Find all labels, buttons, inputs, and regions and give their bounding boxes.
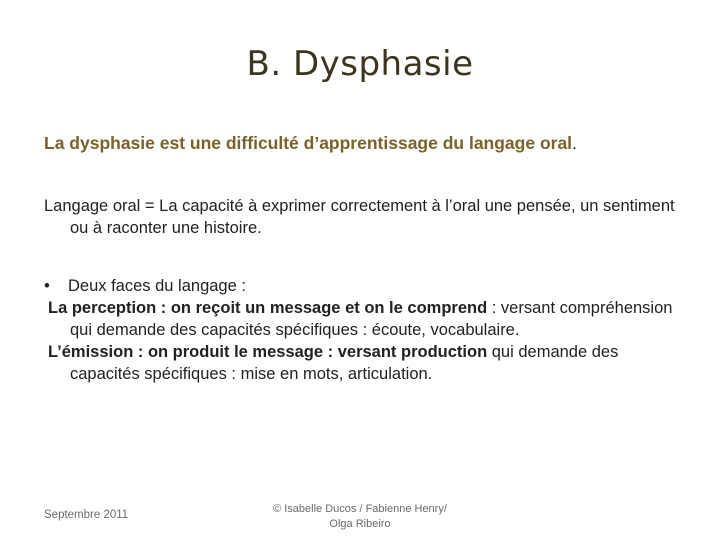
intro-sentence bbox=[44, 133, 704, 154]
emission-paragraph bbox=[44, 341, 684, 385]
perception-rest: : versant compréhension qui demande des capacités spécifiques : écoute, vocabulaire. bbox=[70, 299, 673, 339]
footer-date: Septembre 2011 bbox=[44, 509, 129, 521]
definition-block bbox=[44, 195, 684, 239]
faces-heading: Deux faces du langage : bbox=[68, 277, 246, 295]
intro-text: La dysphasie est une difficulté d’apprentissage du langage oral bbox=[44, 133, 573, 153]
perception-bold: La perception : on reçoit un message et on le comprend bbox=[48, 299, 488, 317]
intro-period: . bbox=[572, 133, 577, 153]
emission-rest: qui demande des capacités spécifiques : mise en mots, articulation. bbox=[70, 343, 619, 383]
slide-title: B. Dysphasie bbox=[246, 44, 474, 84]
bullet-icon: • bbox=[44, 277, 50, 295]
definition-text: Langage oral = La capacité à exprimer correctement à l’oral une pensée, un sentiment ou à raconter une histoire. bbox=[44, 197, 675, 237]
perception-paragraph bbox=[44, 297, 684, 341]
language-faces-block bbox=[44, 275, 684, 385]
emission-bold: L’émission : on produit le message : versant production bbox=[48, 343, 488, 361]
footer-credit bbox=[250, 502, 470, 532]
footer-credit-line1: © Isabelle Ducos / Fabienne Henry/ bbox=[273, 503, 447, 515]
faces-heading-line bbox=[44, 275, 684, 297]
footer-credit-line2: Olga Ribeiro bbox=[329, 518, 391, 530]
